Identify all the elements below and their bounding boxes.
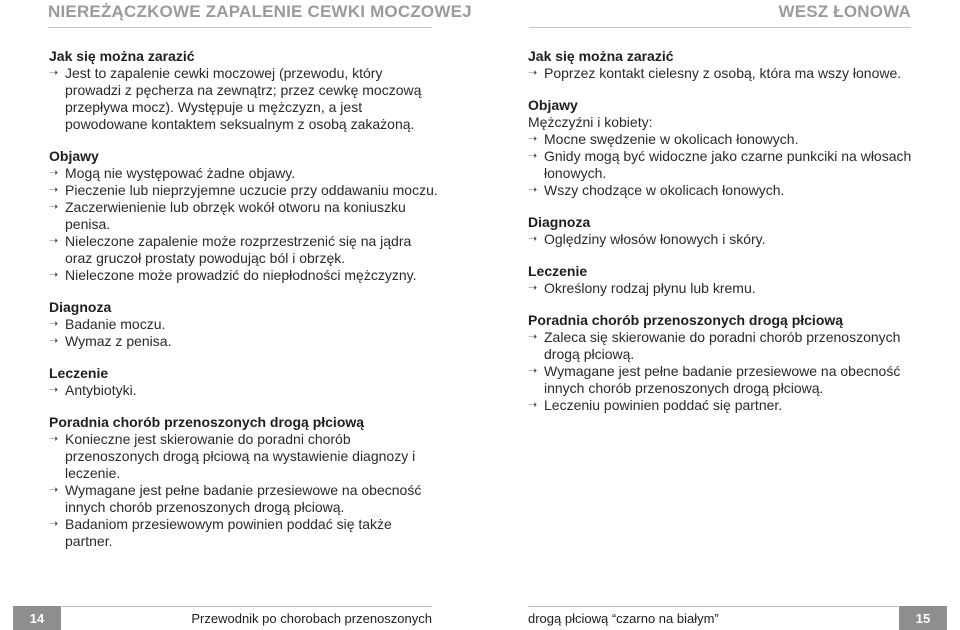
- list-item-text: Badaniom przesiewowym powinien poddać się także partner.: [65, 516, 392, 549]
- list-item: [528, 131, 928, 148]
- list-item: [49, 65, 439, 133]
- arrow-right-icon: ➝: [49, 184, 59, 196]
- list-item: [528, 397, 928, 414]
- arrow-right-icon: ➝: [49, 201, 59, 213]
- arrow-right-icon: ➝: [528, 233, 538, 245]
- arrow-right-icon: ➝: [528, 282, 538, 294]
- list-item: [528, 363, 928, 397]
- list-item-text: Nieleczone może prowadzić do niepłodności mężczyzny.: [65, 267, 417, 283]
- section-heading: Objawy: [528, 97, 578, 113]
- footer-rule: [62, 606, 432, 607]
- content-column: [528, 48, 928, 429]
- section-heading: Poradnia chorób przenoszonych drogą płciową: [49, 414, 365, 430]
- section-heading: Diagnoza: [528, 214, 591, 230]
- bullet-list: [528, 280, 928, 297]
- list-item: [49, 382, 439, 399]
- section-heading: Jak się można zarazić: [49, 48, 195, 64]
- list-item: [528, 182, 928, 199]
- arrow-right-icon: ➝: [49, 433, 59, 445]
- section: [528, 97, 928, 199]
- right-page: [480, 0, 960, 628]
- list-item-text: Zaczerwienienie lub obrzęk wokół otworu na koniuszku penisa.: [65, 199, 406, 232]
- list-item-text: Antybiotyki.: [65, 382, 137, 398]
- section-heading: Poradnia chorób przenoszonych drogą płciową: [528, 312, 844, 328]
- list-item-text: Wymaz z penisa.: [65, 333, 172, 349]
- footer-title: Przewodnik po chorobach przenoszonych: [191, 611, 432, 626]
- header-rule: [48, 27, 432, 28]
- arrow-right-icon: ➝: [528, 133, 538, 145]
- arrow-right-icon: ➝: [528, 365, 538, 377]
- section-heading: Diagnoza: [49, 299, 112, 315]
- bullet-list: [49, 382, 439, 399]
- arrow-right-icon: ➝: [49, 318, 59, 330]
- arrow-right-icon: ➝: [49, 484, 59, 496]
- list-item-text: Gnidy mogą być widoczne jako czarne punkciki na włosach łonowych.: [544, 148, 912, 181]
- list-item: [49, 182, 439, 199]
- section: [49, 48, 439, 133]
- bullet-list: [528, 65, 928, 82]
- left-page: [0, 0, 480, 628]
- arrow-right-icon: ➝: [49, 269, 59, 281]
- arrow-right-icon: ➝: [49, 384, 59, 396]
- list-item: [49, 333, 439, 350]
- list-item: [528, 329, 928, 363]
- section-heading: Leczenie: [528, 263, 588, 279]
- list-item: [49, 267, 439, 284]
- arrow-right-icon: ➝: [49, 167, 59, 179]
- list-item: [49, 431, 439, 482]
- arrow-right-icon: ➝: [49, 335, 59, 347]
- bullet-list: [49, 316, 439, 350]
- list-item-text: Badanie moczu.: [65, 316, 166, 332]
- running-head: NIEREŻĄCZKOWE ZAPALENIE CEWKI MOCZOWEJ: [48, 2, 472, 21]
- list-item: [49, 165, 439, 182]
- list-item: [49, 199, 439, 233]
- list-item-text: Leczeniu powinien poddać się partner.: [544, 397, 783, 413]
- list-item: [49, 482, 439, 516]
- arrow-right-icon: ➝: [49, 235, 59, 247]
- section: [528, 48, 928, 82]
- section: [528, 214, 928, 248]
- list-item-text: Mocne swędzenie w okolicach łonowych.: [544, 131, 799, 147]
- arrow-right-icon: ➝: [528, 184, 538, 196]
- arrow-right-icon: ➝: [49, 518, 59, 530]
- section: [49, 148, 439, 284]
- section: [49, 414, 439, 550]
- bullet-list: [49, 165, 439, 284]
- page-number: 14: [13, 606, 61, 630]
- section-heading: Objawy: [49, 148, 99, 164]
- list-item-text: Jest to zapalenie cewki moczowej (przewodu, który prowadzi z pęcherza na zewnątrz; przez cewkę moczową przepływa mocz). Występuje u mężczyzn, a jest powodowane kontaktem seksualnym z osobą zakażoną.: [65, 65, 422, 132]
- list-item-text: Określony rodzaj płynu lub kremu.: [544, 280, 756, 296]
- section-heading: Jak się można zarazić: [528, 48, 674, 64]
- list-item: [49, 316, 439, 333]
- list-item-text: Wymagane jest pełne badanie przesiewowe na obecność innych chorób przenoszonych drogą płciową.: [544, 363, 901, 396]
- list-item-text: Mogą nie występować żadne objawy.: [65, 165, 296, 181]
- section: [528, 312, 928, 414]
- list-item-text: Nieleczone zapalenie może rozprzestrzenić się na jądra oraz gruczoł prostaty powodując ból i obrzęk.: [65, 233, 412, 266]
- section: [49, 299, 439, 350]
- content-column: [49, 48, 439, 565]
- list-item: [528, 231, 928, 248]
- list-item: [49, 233, 439, 267]
- section-subheading: Mężczyźni i kobiety:: [528, 114, 653, 130]
- footer-title: drogą płciową “czarno na białym”: [528, 611, 719, 626]
- arrow-right-icon: ➝: [528, 67, 538, 79]
- page-number: 15: [899, 606, 947, 630]
- section-heading: Leczenie: [49, 365, 109, 381]
- bullet-list: [49, 431, 439, 550]
- bullet-list: [49, 65, 439, 133]
- list-item: [528, 65, 928, 82]
- list-item: [528, 148, 928, 182]
- list-item-text: Oględziny włosów łonowych i skóry.: [544, 231, 766, 247]
- footer-rule: [528, 606, 898, 607]
- bullet-list: [528, 231, 928, 248]
- running-head: WESZ ŁONOWA: [778, 2, 911, 21]
- list-item-text: Zaleca się skierowanie do poradni chorób przenoszonych drogą płciową.: [544, 329, 901, 362]
- bullet-list: [528, 329, 928, 414]
- arrow-right-icon: ➝: [528, 331, 538, 343]
- section: [528, 263, 928, 297]
- arrow-right-icon: ➝: [49, 67, 59, 79]
- list-item-text: Poprzez kontakt cielesny z osobą, która ma wszy łonowe.: [544, 65, 902, 81]
- arrow-right-icon: ➝: [528, 150, 538, 162]
- list-item: [528, 280, 928, 297]
- list-item-text: Pieczenie lub nieprzyjemne uczucie przy oddawaniu moczu.: [65, 182, 438, 198]
- arrow-right-icon: ➝: [528, 399, 538, 411]
- list-item: [49, 516, 439, 550]
- list-item-text: Konieczne jest skierowanie do poradni chorób przenoszonych drogą płciową na wystawienie diagnozy i leczenie.: [65, 431, 416, 481]
- list-item-text: Wszy chodzące w okolicach łonowych.: [544, 182, 785, 198]
- list-item-text: Wymagane jest pełne badanie przesiewowe na obecność innych chorób przenoszonych drogą płciową.: [65, 482, 422, 515]
- bullet-list: [528, 131, 928, 199]
- header-rule: [529, 27, 911, 28]
- section: [49, 365, 439, 399]
